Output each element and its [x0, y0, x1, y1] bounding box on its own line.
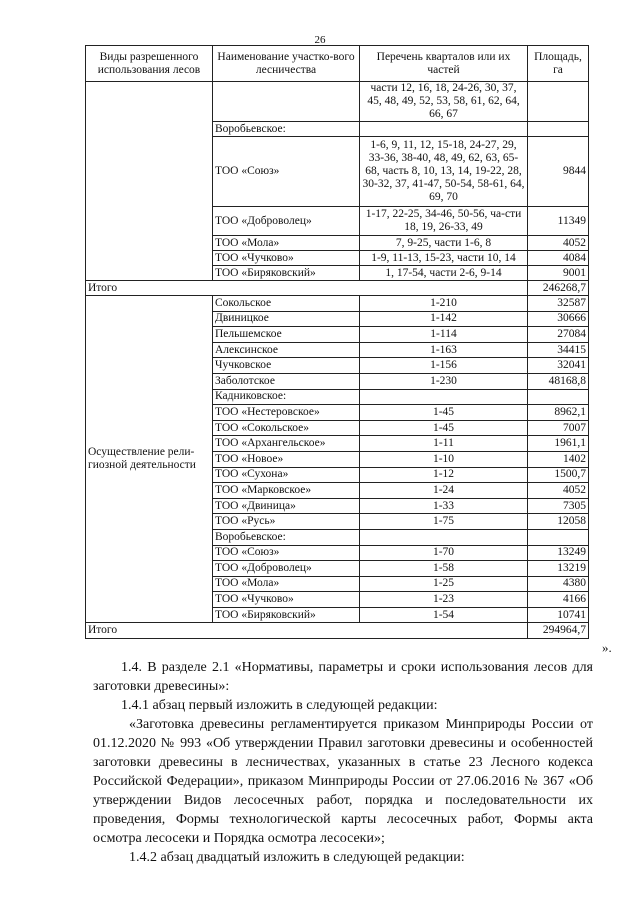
quarters: 1-9, 11-13, 15-23, части 10, 14 — [360, 251, 528, 266]
forestry-name: Заболотское — [213, 373, 360, 389]
paragraph-1-4: 1.4. В разделе 2.1 «Нормативы, параметры и сроки использования лесов для заготовки древесины»: — [93, 660, 593, 694]
forestry-name: ТОО «Биряковский» — [213, 266, 360, 281]
area: 27084 — [528, 327, 589, 343]
forestry-name: ТОО «Русь» — [213, 514, 360, 530]
forestry-name: ТОО «Мола» — [213, 576, 360, 592]
forestry-name: ТОО «Сокольское» — [213, 420, 360, 436]
quarters: 1-156 — [360, 358, 528, 374]
quarters: 1-75 — [360, 514, 528, 530]
forestry-name: ТОО «Союз» — [213, 545, 360, 561]
area: 4380 — [528, 576, 589, 592]
quarters: 1-210 — [360, 296, 528, 312]
area — [528, 389, 589, 405]
total-row — [86, 281, 589, 296]
forestry-name: Сокольское — [213, 296, 360, 312]
area: 11349 — [528, 207, 589, 236]
area: 1402 — [528, 451, 589, 467]
paragraph-1-4-2: 1.4.2 абзац двадцатый изложить в следующей редакции: — [129, 850, 465, 865]
header-area: Площадь, га — [528, 46, 589, 82]
forestry-name: Пельшемское — [213, 327, 360, 343]
table-row — [86, 296, 589, 312]
header-forestry: Наименование участко-вого лесничества — [213, 46, 360, 82]
forestry-name: ТОО «Сухона» — [213, 467, 360, 483]
header-quarters: Перечень кварталов или их частей — [360, 46, 528, 82]
forestry-name: Кадниковское: — [213, 389, 360, 405]
area: 4052 — [528, 236, 589, 251]
land-use-table — [85, 45, 589, 639]
area: 1500,7 — [528, 467, 589, 483]
area — [528, 82, 589, 122]
quarters: 1-114 — [360, 327, 528, 343]
area: 13219 — [528, 561, 589, 577]
area: 32587 — [528, 296, 589, 312]
quarters: 1-23 — [360, 592, 528, 608]
area: 13249 — [528, 545, 589, 561]
total-label: Итого — [86, 281, 528, 296]
total-area: 246268,7 — [528, 281, 589, 296]
quarters: 1-54 — [360, 607, 528, 623]
area: 8962,1 — [528, 405, 589, 421]
forestry-name: ТОО «Доброволец» — [213, 207, 360, 236]
area: 4166 — [528, 592, 589, 608]
area: 4052 — [528, 483, 589, 499]
closing-quote: ». — [602, 640, 612, 655]
quarters: части 12, 16, 18, 24-26, 30, 37, 45, 48, 49, 52, 53, 58, 61, 62, 64, 66, 67 — [360, 82, 528, 122]
forestry-name: ТОО «Чучково» — [213, 251, 360, 266]
amendment-text — [93, 658, 593, 867]
area: 9001 — [528, 266, 589, 281]
forestry-name: ТОО «Чучково» — [213, 592, 360, 608]
area: 4084 — [528, 251, 589, 266]
quarters: 1-12 — [360, 467, 528, 483]
forestry-name: Чучковское — [213, 358, 360, 374]
area — [528, 122, 589, 137]
forestry-name: Двиницкое — [213, 311, 360, 327]
forestry-name: ТОО «Двиница» — [213, 498, 360, 514]
forestry-name: ТОО «Союз» — [213, 137, 360, 207]
total-row — [86, 623, 589, 639]
table-row — [86, 82, 589, 122]
quarters — [360, 529, 528, 545]
area: 7007 — [528, 420, 589, 436]
total-area: 294964,7 — [528, 623, 589, 639]
page-number: 26 — [314, 34, 326, 46]
quarters: 1-163 — [360, 342, 528, 358]
header-use-type: Виды разрешенного использования лесов — [86, 46, 213, 82]
area: 9844 — [528, 137, 589, 207]
quarters: 1-6, 9, 11, 12, 15-18, 24-27, 29, 33-36, 38-40, 48, 49, 62, 63, 65-68, часть 8, 10, 13, 14, 19-22, 28, 30-32, 37, 41-47, 50-54, 58-61, 64, 69, 70 — [360, 137, 528, 207]
quarters: 1-142 — [360, 311, 528, 327]
forestry-name: ТОО «Биряковский» — [213, 607, 360, 623]
use-type-cell — [86, 82, 213, 281]
total-label: Итого — [86, 623, 528, 639]
area: 12058 — [528, 514, 589, 530]
area: 1961,1 — [528, 436, 589, 452]
quarters: 1, 17-54, части 2-6, 9-14 — [360, 266, 528, 281]
quarters: 1-33 — [360, 498, 528, 514]
quarters: 1-45 — [360, 420, 528, 436]
area: 48168,8 — [528, 373, 589, 389]
area: 7305 — [528, 498, 589, 514]
area: 32041 — [528, 358, 589, 374]
quarters: 1-230 — [360, 373, 528, 389]
quarters: 1-24 — [360, 483, 528, 499]
forestry-name: ТОО «Архангельское» — [213, 436, 360, 452]
area: 34415 — [528, 342, 589, 358]
quarters: 1-17, 22-25, 34-46, 50-56, ча-сти 18, 19, 26-33, 49 — [360, 207, 528, 236]
quarters: 1-70 — [360, 545, 528, 561]
forestry-name: Воробьевское: — [213, 529, 360, 545]
forestry-name: ТОО «Марковское» — [213, 483, 360, 499]
quarters: 1-58 — [360, 561, 528, 577]
quarters: 1-45 — [360, 405, 528, 421]
paragraph-1-4-1: 1.4.1 абзац первый изложить в следующей редакции: — [121, 698, 438, 713]
forestry-name: ТОО «Доброволец» — [213, 561, 360, 577]
forestry-name — [213, 82, 360, 122]
quarters: 7, 9-25, части 1-6, 8 — [360, 236, 528, 251]
area: 30666 — [528, 311, 589, 327]
table-header-row — [86, 46, 589, 82]
paragraph-quote: «Заготовка древесины регламентируется приказом Минприроды России от 01.12.2020 № 993 «Об утверждении Правил заготовки древесины и особенностей заготовки древесины в лесничествах, указанных в статье 23 Лесного кодекса Российской Федерации», приказом Минприроды России от 27.06.2016 № 367 «Об утверждении Видов лесосечных работ, порядка и последовательности их проведения, Формы технологической карты лесосечных работ, Формы акта осмотра лесосеки и Порядка осмотра лесосеки»; — [93, 717, 593, 846]
forestry-name: Воробьевское: — [213, 122, 360, 137]
use-type-cell: Осуществление рели-гиозной деятельности — [86, 296, 213, 623]
forestry-name: ТОО «Нестеровское» — [213, 405, 360, 421]
forestry-name: ТОО «Мола» — [213, 236, 360, 251]
area: 10741 — [528, 607, 589, 623]
forestry-name: ТОО «Новое» — [213, 451, 360, 467]
forestry-name: Алексинское — [213, 342, 360, 358]
quarters — [360, 122, 528, 137]
quarters: 1-25 — [360, 576, 528, 592]
quarters — [360, 389, 528, 405]
quarters: 1-10 — [360, 451, 528, 467]
quarters: 1-11 — [360, 436, 528, 452]
area — [528, 529, 589, 545]
